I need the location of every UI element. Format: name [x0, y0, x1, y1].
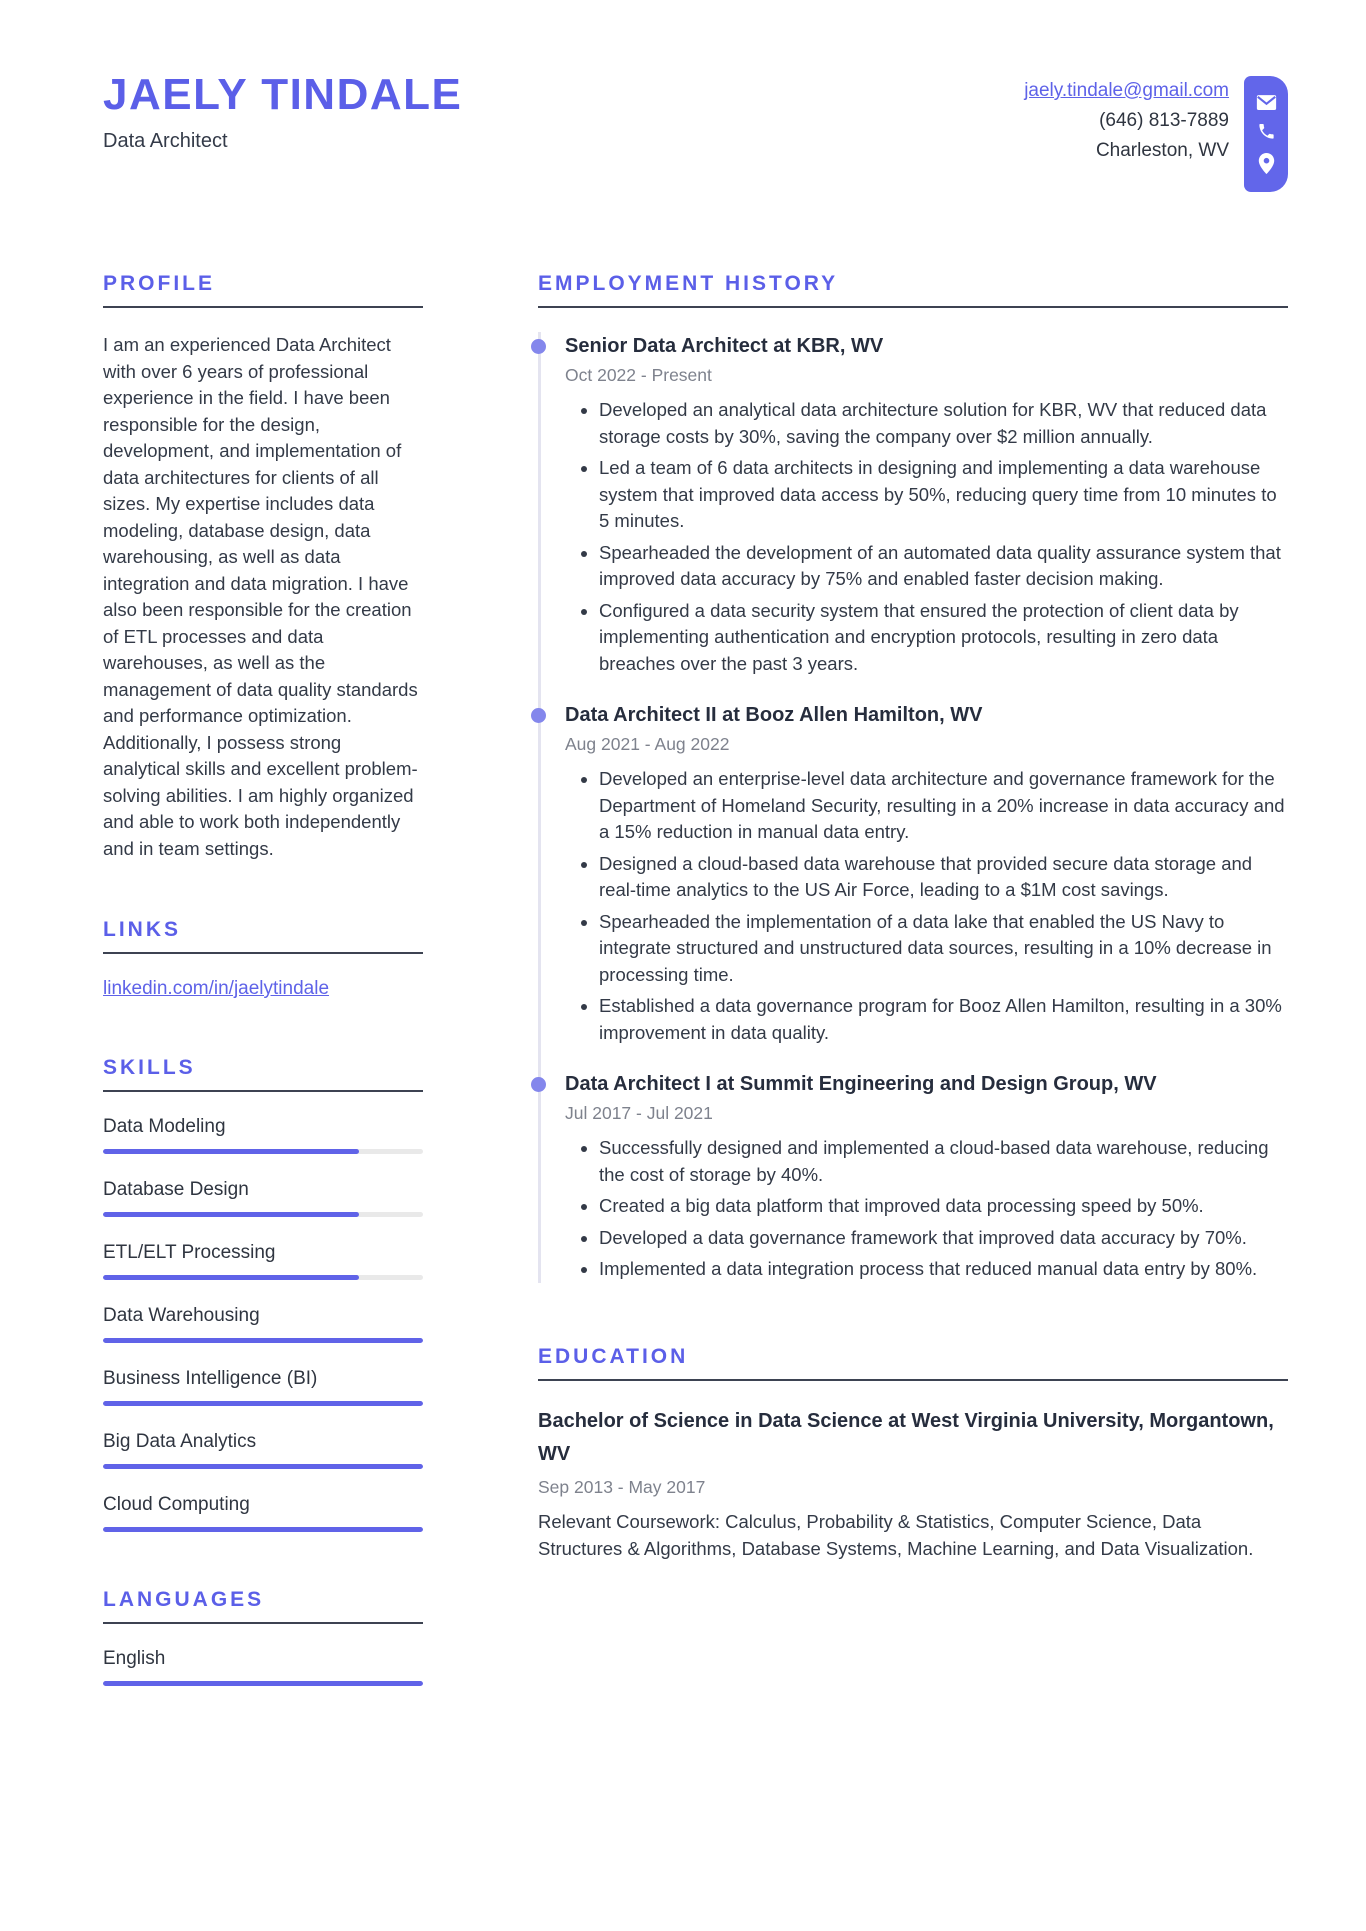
employment-section — [538, 272, 1288, 1283]
bullet-item: • Designed a cloud-based data warehouse that provided secure data storage and real-time analytics to the US Air Force, leading to a $1M cost savings. — [599, 851, 1288, 904]
skill-bar-fill — [103, 1401, 423, 1406]
education-section — [538, 1345, 1288, 1562]
job-entry — [565, 332, 1288, 677]
education-degree: Bachelor of Science in Data Science at West Virginia University, Morgantown, WV — [538, 1409, 1274, 1465]
links-heading: LINKS — [103, 918, 423, 954]
email-icon — [1256, 94, 1277, 111]
profile-text: I am an experienced Data Architect with over 6 years of professional experience in the field. I have been responsible for the design, development, and implementation of data architectures for clients of all sizes. My expertise includes data modeling, database design, data warehousing, as well as data integration and data migration. I have also been responsible for the creation of ETL processes and data warehouses, as well as the management of data quality standards and performance optimization. Additionally, I possess strong analytical skills and excellent problem-solving abilities. I am highly organized and able to work both independently and in team settings. — [103, 334, 418, 859]
skill-item — [103, 1368, 423, 1406]
job-title-text: Data Architect II at Booz Allen Hamilton, WV — [565, 704, 983, 726]
contact-icon-strip — [1244, 76, 1288, 192]
skill-label: Cloud Computing — [103, 1494, 250, 1515]
contact-lines — [1024, 76, 1229, 166]
skill-bar-track — [103, 1275, 423, 1280]
languages-heading: LANGUAGES — [103, 1588, 423, 1624]
skill-label: Database Design — [103, 1179, 249, 1200]
skill-bar-fill — [103, 1149, 359, 1154]
skill-item — [103, 1116, 423, 1154]
skill-bar-track — [103, 1338, 423, 1343]
skill-bar-track — [103, 1401, 423, 1406]
languages-section — [103, 1588, 423, 1686]
skill-item — [103, 1242, 423, 1280]
skill-bar-fill — [103, 1212, 359, 1217]
skill-bar-track — [103, 1464, 423, 1469]
candidate-name: JAELY TINDALE — [103, 70, 463, 119]
skill-label: Big Data Analytics — [103, 1431, 257, 1452]
job-bullet-list — [565, 766, 1288, 1046]
phone-number: (646) 813-7889 — [1099, 110, 1229, 131]
language-item — [103, 1648, 423, 1686]
resume-body — [103, 272, 1288, 1742]
right-column — [538, 272, 1288, 1618]
profile-heading: PROFILE — [103, 272, 423, 308]
employment-timeline — [538, 332, 1288, 1283]
skills-section — [103, 1056, 423, 1532]
links-section — [103, 918, 423, 1000]
bullet-item: • Developed an analytical data architecture solution for KBR, WV that reduced data storage costs by 30%, saving the company over $2 million annually. — [599, 397, 1288, 450]
job-bullet-list — [565, 1135, 1288, 1283]
skill-label: Data Modeling — [103, 1116, 226, 1137]
education-heading: EDUCATION — [538, 1345, 1288, 1381]
skill-bar-fill — [103, 1464, 423, 1469]
bullet-item: • Established a data governance program for Booz Allen Hamilton, resulting in a 30% improvement in data quality. — [599, 993, 1288, 1046]
bullet-item: • Successfully designed and implemented a cloud-based data warehouse, reducing the cost of storage by 40%. — [599, 1135, 1288, 1188]
job-dates: Jul 2017 - Jul 2021 — [565, 1103, 713, 1123]
candidate-job-title: Data Architect — [103, 130, 228, 153]
education-coursework: Relevant Coursework: Calculus, Probability & Statistics, Computer Science, Data Structures & Algorithms, Database Systems, Machine Learning, and Data Visualization. — [538, 1510, 1254, 1559]
bullet-item: • Led a team of 6 data architects in designing and implementing a data warehouse system that improved data access by 50%, reducing query time from 10 minutes to 5 minutes. — [599, 455, 1288, 535]
education-entry — [538, 1405, 1288, 1562]
skill-bar-track — [103, 1149, 423, 1154]
phone-icon — [1257, 122, 1276, 141]
job-title-line — [565, 332, 1288, 360]
contact-block — [1024, 76, 1288, 192]
profile-section — [103, 272, 423, 862]
skill-item — [103, 1305, 423, 1343]
skill-label: ETL/ELT Processing — [103, 1242, 276, 1263]
location-text: Charleston, WV — [1095, 140, 1229, 161]
skill-bar-fill — [103, 1275, 359, 1280]
job-entry — [565, 1070, 1288, 1283]
skill-item — [103, 1431, 423, 1469]
identity-block — [103, 72, 462, 153]
location-icon — [1258, 153, 1275, 174]
timeline-dot-icon — [531, 339, 546, 354]
job-entry — [565, 701, 1288, 1046]
skill-label: Business Intelligence (BI) — [103, 1368, 318, 1389]
skill-label: Data Warehousing — [103, 1305, 260, 1326]
email-link[interactable]: jaely.tindale@gmail.com — [1024, 80, 1229, 101]
bullet-item: • Developed an enterprise-level data architecture and governance framework for the Department of Homeland Security, resulting in a 20% increase in data accuracy and a 15% reduction in manual data entry. — [599, 766, 1288, 846]
bullet-item: • Spearheaded the implementation of a data lake that enabled the US Navy to integrate structured and unstructured data sources, resulting in a 10% decrease in processing time. — [599, 909, 1288, 989]
job-dates: Aug 2021 - Aug 2022 — [565, 734, 730, 754]
timeline-dot-icon — [531, 1077, 546, 1092]
employment-heading: EMPLOYMENT HISTORY — [538, 272, 1288, 308]
language-label: English — [103, 1648, 166, 1669]
resume-header — [103, 72, 1288, 192]
education-dates: Sep 2013 - May 2017 — [538, 1476, 706, 1497]
left-column — [103, 272, 423, 1742]
bullet-item: • Developed a data governance framework that improved data accuracy by 70%. — [599, 1225, 1288, 1252]
language-bar-fill — [103, 1681, 423, 1686]
bullet-item: • Spearheaded the development of an automated data quality assurance system that improved data accuracy by 75% and enabled faster decision making. — [599, 540, 1288, 593]
skill-bar-fill — [103, 1527, 423, 1532]
skill-bar-track — [103, 1212, 423, 1217]
job-dates: Oct 2022 - Present — [565, 365, 712, 385]
skills-heading: SKILLS — [103, 1056, 423, 1092]
language-bar-track — [103, 1681, 423, 1686]
bullet-item: • Configured a data security system that ensured the protection of client data by implementing authentication and encryption protocols, resulting in zero data breaches over the past 3 years. — [599, 598, 1288, 678]
skill-bar-track — [103, 1527, 423, 1532]
skill-bar-fill — [103, 1338, 423, 1343]
job-bullet-list — [565, 397, 1288, 677]
skill-item — [103, 1494, 423, 1532]
job-title-text: Senior Data Architect at KBR, WV — [565, 335, 884, 357]
linkedin-link[interactable]: linkedin.com/in/jaelytindale — [103, 978, 330, 999]
bullet-item: • Implemented a data integration process that reduced manual data entry by 80%. — [599, 1256, 1288, 1283]
job-title-text: Data Architect I at Summit Engineering and Design Group, WV — [565, 1073, 1157, 1095]
bullet-item: • Created a big data platform that improved data processing speed by 50%. — [599, 1193, 1288, 1220]
skill-item — [103, 1179, 423, 1217]
job-title-line — [565, 1070, 1288, 1098]
timeline-dot-icon — [531, 708, 546, 723]
job-title-line — [565, 701, 1288, 729]
